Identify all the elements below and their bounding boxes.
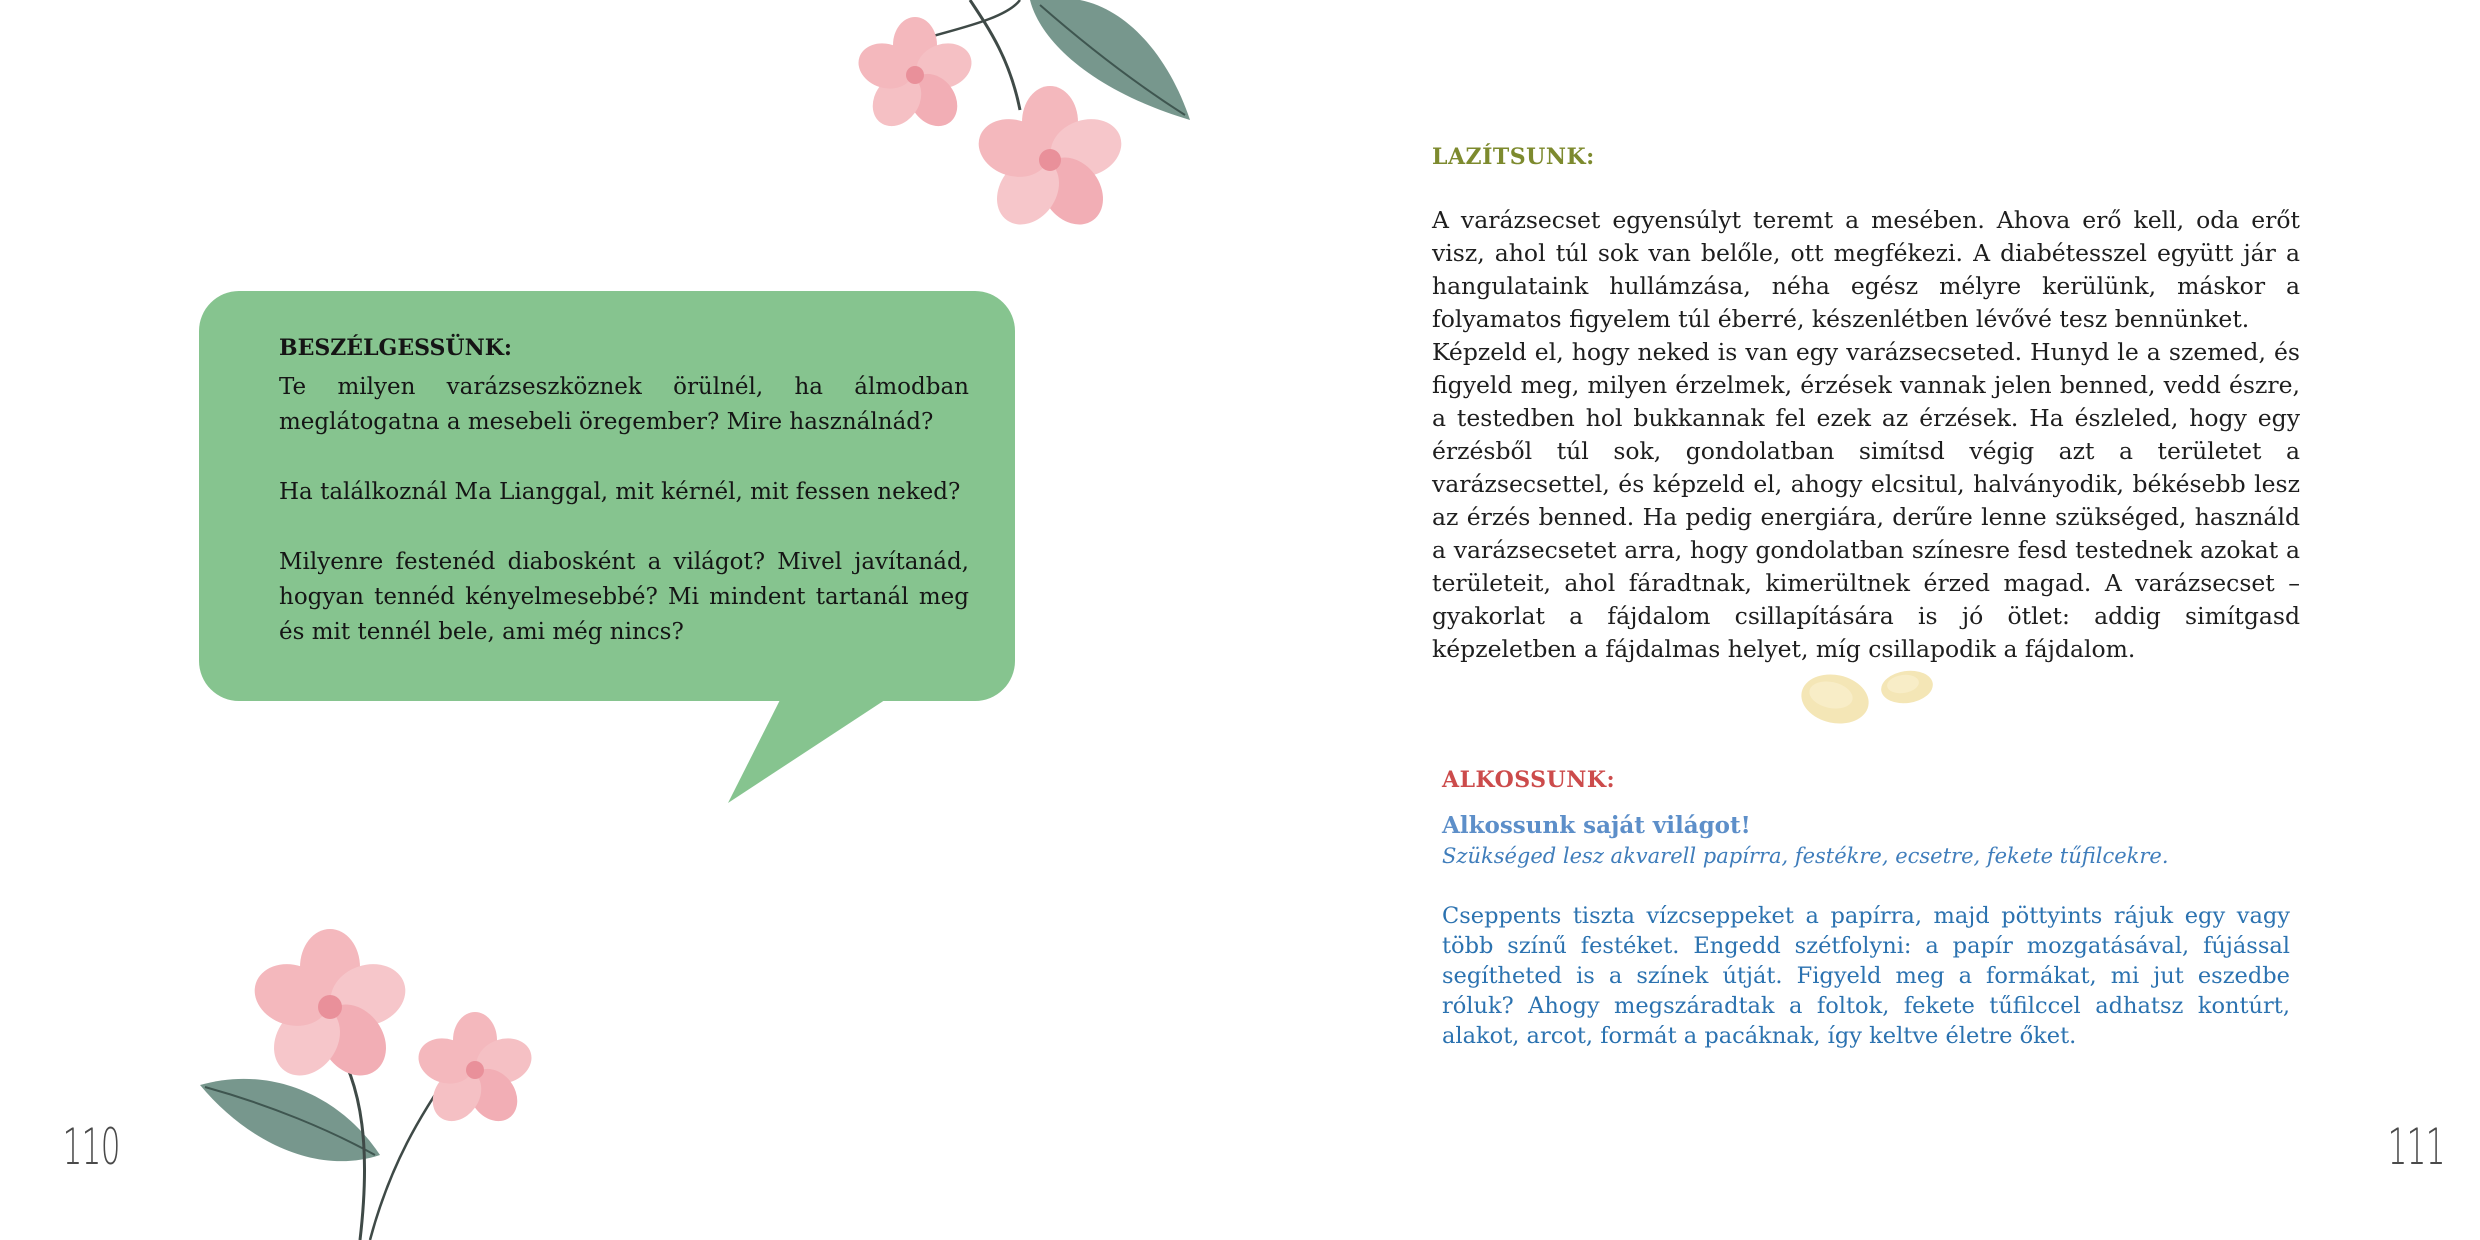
discussion-question: Milyenre festenéd diabosként a világot? Mivel javítanád, hogyan tennéd kényelmesebbé? Mi mindent tartanál meg és mit tennél bele, ami még nincs? (279, 549, 969, 645)
relax-paragraph: A varázsecset egyensúlyt teremt a mesében. Ahova erő kell, oda erőt visz, ahol túl sok van belőle, ott megfékezi. A diabétesszel együtt jár a hangulataink hullámzása, néha egész mélyre kerülünk, máskor a folyamatos figyelem túl éberré, készenlétben lévővé tesz bennünket. (1432, 206, 2300, 333)
create-title: Alkossunk saját világot! (1442, 812, 1751, 839)
relax-paragraph: Képzeld el, hogy neked is van egy varázsecseted. Hunyd le a szemed, és figyeld meg, milyen érzelmek, érzések vannak jelen benned, vedd észre, a testedben hol bukkannak fel ezek az érzések. Ha észleled, hogy egy érzésből túl sok, gondolatban simítsd végig azt a területet a varázsecsettel, és képzeld el, ahogy elcsitul, halványodik, békésebb lesz az érzés benned. Ha pedig energiára, derűre lenne szükséged, használd a varázsecsetet arra, hogy gondolatban színesre fesd testednek azokat a területeit, ahol fáradtnak, kimerültnek érzed magad. A varázsecset – gyakorlat a fájdalom csillapítására is jó ötlet: addig simítgasd képzeletben a fájdalmas helyet, míg csillapodik a fájdalom. (1432, 338, 2300, 663)
create-body: Cseppents tiszta vízcseppeket a papírra, majd pöttyints rájuk egy vagy több színű festéket. Engedd szétfolyni: a papír mozgatásával, fújással segítheted is a színek útját. Figyeld meg a formákat, mi jut eszedbe róluk? Ahogy megszáradtak a foltok, fekete tűfilccel adhatsz kontúrt, alakot, arcot, formát a pacáknak, így keltve életre őket. (1442, 903, 2290, 1049)
discussion-heading: BESZÉLGESSÜNK: (279, 335, 512, 361)
discussion-speech-bubble (199, 291, 1015, 701)
paint-blob-illustration (1795, 665, 1955, 745)
page-number-right: 111 (2387, 1118, 2445, 1176)
create-section (1442, 767, 2290, 1051)
discussion-content (279, 331, 969, 650)
right-page (1240, 0, 2480, 1240)
bottom-flowers-illustration (190, 915, 570, 1240)
create-materials: Szükséged lesz akvarell papírra, festékre, ecsetre, fekete tűfilcekre. (1442, 844, 2169, 868)
discussion-question: Te milyen varázseszköznek örülnél, ha álmodban meglátogatna a mesebeli öregember? Mire használnád? (279, 374, 969, 435)
discussion-question: Ha találkoznál Ma Lianggal, mit kérnél, mit fessen neked? (279, 479, 961, 505)
relax-heading: LAZÍTSUNK: (1432, 144, 1595, 170)
page-number-left: 110 (62, 1118, 120, 1176)
relax-body (1432, 204, 2300, 666)
create-heading: ALKOSSUNK: (1442, 767, 1616, 793)
